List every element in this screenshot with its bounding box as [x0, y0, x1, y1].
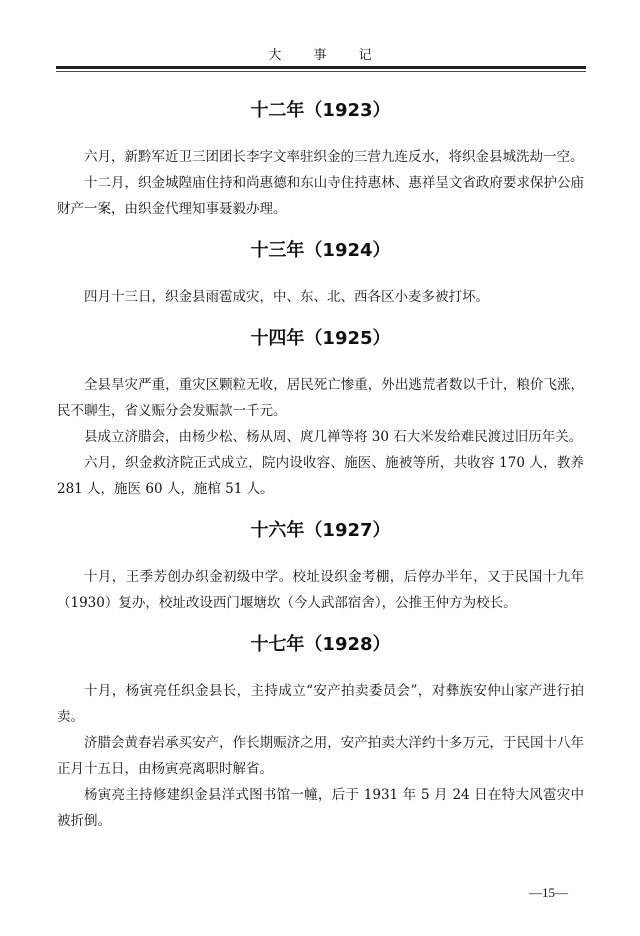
year-section-1924	[57, 238, 584, 310]
chronicle-entry: 十月，王季芳创办织金初级中学。校址设织金考棚，后停办半年，又于民国十九年（1930）复办，校址改设西门堰塘坎（今人武部宿舍），公推王仲方为校长。	[57, 569, 584, 611]
year-section-1928	[57, 632, 584, 834]
chronicle-entry: 全县旱灾严重，重灾区颗粒无收，居民死亡惨重，外出逃荒者数以千计，粮价飞涨，民不聊生，省义赈分会发赈款一千元。	[57, 377, 584, 419]
chronicle-entry: 十月，杨寅亮任织金县长，主持成立“安产拍卖委员会”，对彝族安仲山家产进行拍卖。	[57, 683, 584, 725]
chronicle-entry: 四月十三日，织金县雨雹成灾，中、东、北、西各区小麦多被打坏。	[84, 289, 489, 305]
running-head: 大 事 记	[268, 48, 386, 63]
header-rule-thick	[56, 66, 586, 69]
year-section-1927	[57, 518, 584, 616]
chronicle-body	[57, 98, 584, 834]
chronicle-entry: 济腊会黄春岩承买安产，作长期赈济之用，安产拍卖大洋约十多万元，于民国十八年正月十五日，由杨寅亮离职时解省。	[57, 735, 584, 777]
chronicle-entry: 杨寅亮主持修建织金县洋式图书馆一幢，后于 1931 年 5 月 24 日在特大风雹灾中被折倒。	[57, 787, 584, 829]
year-section-1925	[57, 326, 584, 502]
chronicle-entry: 十二月，织金城隍庙住持和尚惠德和东山寺住持惠林、惠祥呈文省政府要求保护公庙财产一案，由织金代理知事聂毅办理。	[57, 175, 584, 217]
year-section-1923	[57, 98, 584, 222]
year-heading: 十四年（1925）	[250, 328, 391, 349]
year-heading: 十七年（1928）	[250, 634, 391, 655]
chronicle-entry: 六月，织金救济院正式成立，院内设收容、施医、施被等所，共收容 170 人，教养 281 人，施医 60 人，施棺 51 人。	[57, 455, 584, 497]
chronicle-entry: 六月，新黔军近卫三团团长李字文率驻织金的三营九连反水，将织金县城洗劫一空。	[84, 149, 584, 165]
page-number: —15—	[529, 885, 568, 900]
year-heading: 十三年（1924）	[250, 240, 391, 261]
header-rule-thin	[56, 71, 586, 72]
year-heading: 十六年（1927）	[250, 520, 391, 541]
year-heading: 十二年（1923）	[250, 100, 391, 121]
chronicle-entry: 县成立济腊会，由杨少松、杨从周、庹几禅等将 30 石大米发给难民渡过旧历年关。	[84, 429, 583, 445]
